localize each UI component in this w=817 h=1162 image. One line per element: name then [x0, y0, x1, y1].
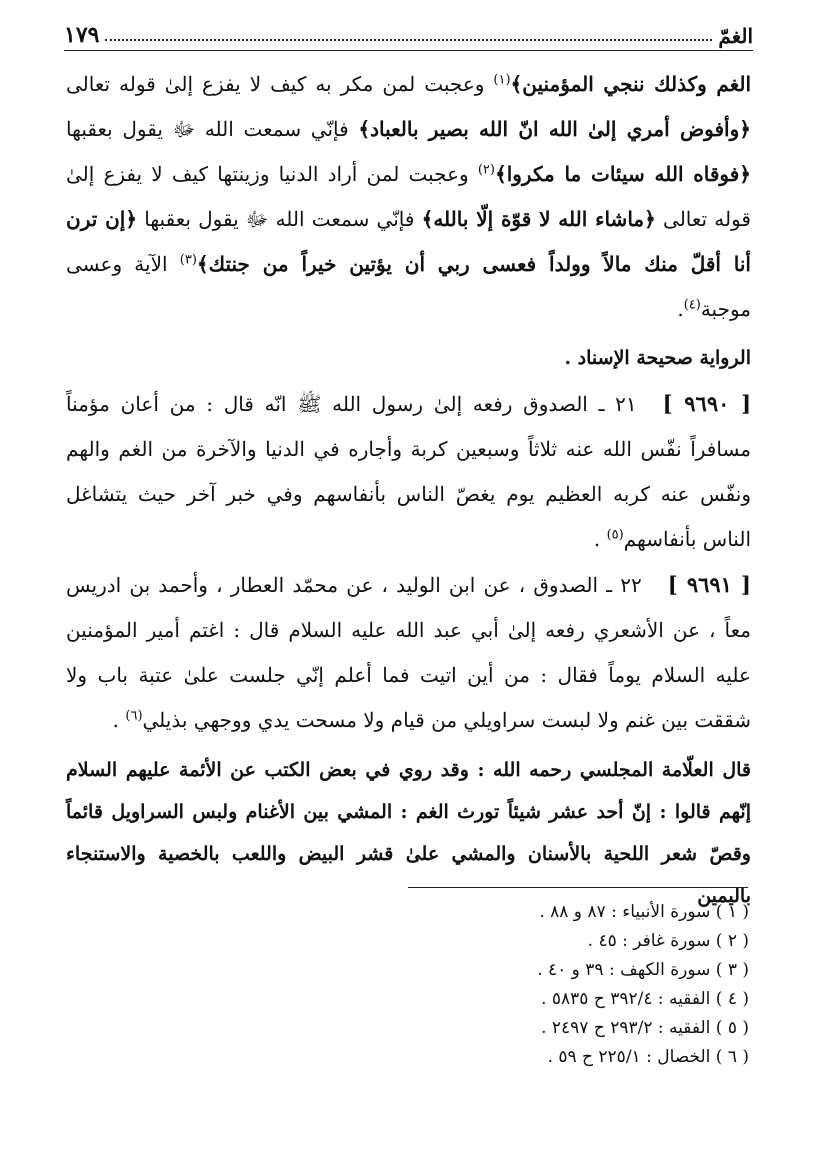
- footnote-ref: (٦): [125, 708, 143, 724]
- chapter-title: الغمّ: [718, 24, 753, 48]
- body-text: وعجبت لمن أراد الدنيا وزينتها كيف لا يفزع إلىٰ قوله تعالى: [66, 162, 751, 231]
- footnote: ( ٥ ) الفقيه : ٢٩٣/٢ ح ٢٤٩٧ .: [541, 1018, 749, 1038]
- narration-grading: الرواية صحيحة الإسناد .: [564, 347, 751, 369]
- body-text: فإنّي سمعت الله ﷻ يقول بعقبها: [137, 207, 422, 231]
- hadith-entry: [66, 562, 751, 743]
- body-text: الآية وعسى موجبة: [66, 252, 751, 321]
- footnote-ref: (٤): [683, 297, 701, 313]
- hadith-number: [ ٩٦٩٠ ]: [662, 391, 752, 416]
- header-rule: [64, 50, 753, 51]
- footnote: ( ١ ) سورة الأنبياء : ٨٧ و ٨٨ .: [539, 902, 749, 922]
- footnote-ref: (١): [493, 72, 511, 88]
- majlisi-quote: قال العلّامة المجلسي رحمه الله : وقد روي في بعض الكتب عن الأئمة عليهم السلام إنّهم قالوا : إنّ أحد عشر شيئاً تورث الغم : المشي بين الأغنام ولبس السراويل قائماً وقصّ شعر اللحية بالأسنان والمشي علىٰ قشر البيض واللعب بالخصية والاستنجاء باليمين: [66, 759, 751, 907]
- body-text: فإنّي سمعت الله ﷻ يقول بعقبها: [66, 117, 359, 141]
- body-text: وعجبت لمن مكر به كيف لا يفزع إلىٰ قوله تعالى: [66, 72, 494, 96]
- header-dot-leader: [105, 39, 712, 41]
- footnote: ( ٣ ) سورة الكهف : ٣٩ و ٤٠ .: [537, 960, 749, 980]
- body-text: .: [112, 708, 126, 732]
- footnote: ( ٢ ) سورة غافر : ٤٥ .: [587, 931, 749, 951]
- footnote: ( ٦ ) الخصال : ٢٢٥/١ ح ٥٩ .: [547, 1047, 749, 1067]
- quran-quote: الغم وكذلك ننجي المؤمنين﴾: [510, 72, 752, 96]
- footnotes: [249, 898, 749, 1072]
- footnote-ref: (٥): [606, 527, 624, 543]
- hadith-text: ٢١ ـ الصدوق رفعه إلىٰ رسول الله ﷺ انّه قال : من أعان مؤمناً مسافراً نفّس الله عنه ثلاثاً وسبعين كربة وأجاره في الدنيا والآخرة من الغم والهم ونفّس عنه كربه العظيم يوم يغصّ الناس بأنفاسهم وفي خبر آخر حيث يتشاغل الناس بأنفاسهم: [66, 392, 751, 551]
- hadith-entry: [66, 381, 751, 562]
- quran-quote: ﴿ماشاء الله لا قوّة إلّا بالله﴾: [421, 207, 656, 231]
- paragraph-continued: [66, 62, 751, 332]
- footnote-ref: (٣): [179, 252, 197, 268]
- page-number: ١٧٩: [64, 22, 100, 48]
- quran-quote: ﴿فوقاه الله سيئات ما مكروا﴾: [494, 162, 752, 186]
- main-text: [66, 62, 751, 917]
- footnote: ( ٤ ) الفقيه : ٣٩٢/٤ ح ٥٨٣٥ .: [541, 989, 749, 1009]
- body-text: .: [593, 527, 607, 551]
- running-header: [64, 14, 753, 48]
- hadith-number: [ ٩٦٩١ ]: [667, 572, 751, 597]
- footnote-rule: [408, 887, 748, 888]
- hadith-text: ٢٢ ـ الصدوق ، عن ابن الوليد ، عن محمّد العطار ، وأحمد بن ادريس معاً ، عن الأشعري رفعه إلىٰ أبي عبد الله عليه السلام قال : اغتم أمير المؤمنين عليه السلام يوماً فقال : من أين اتيت فما أعلم إنّي جلست علىٰ عتبة باب ولا شققت بين غنم ولا لبست سراويلي من قيام ولا مسحت يدي ووجهي بذيلي: [66, 573, 751, 732]
- quran-quote: ﴿إن ترن أنا أقلّ منك مالاً وولداً فعسى ربي أن يؤتين خيراً من جنتك﴾: [66, 207, 751, 276]
- quran-quote: ﴿وأفوض أمري إلىٰ الله انّ الله بصير بالعباد﴾: [358, 117, 751, 141]
- body-text: .: [677, 297, 684, 321]
- footnote-ref: (٢): [477, 162, 495, 178]
